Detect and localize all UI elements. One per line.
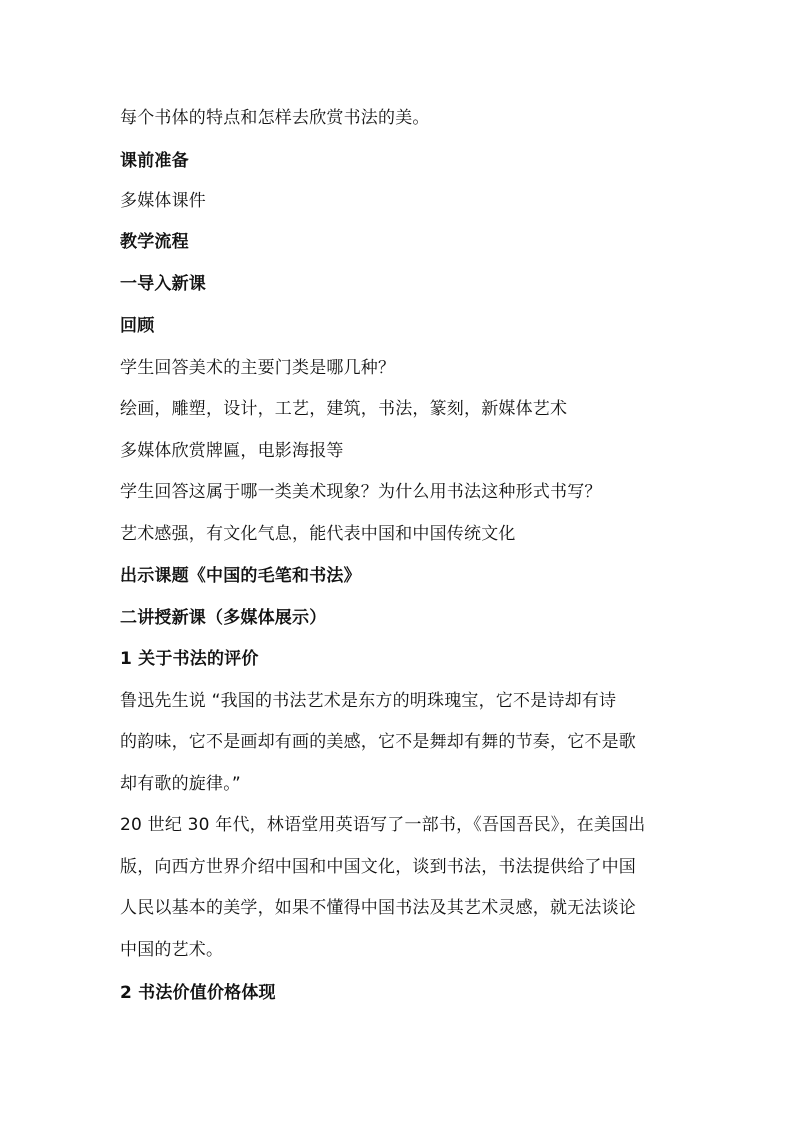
heading-review: 回顾 [120,316,155,336]
heading-section-2: 2 书法价值价格体现 [120,983,276,1003]
paragraph-quote-line-3: 却有歌的旋律。” [120,774,241,794]
paragraph-question-1: 学生回答美术的主要门类是哪几种？ [120,358,396,378]
heading-preparation: 课前准备 [120,151,189,171]
paragraph-history-line-1: 20 世纪 30 年代，林语堂用英语写了一部书，《吾国吾民》，在美国出 [120,815,646,835]
heading-teaching-flow: 教学流程 [120,232,189,252]
heading-introduction: 一导入新课 [120,274,206,294]
heading-topic: 出示课题《中国的毛笔和书法》 [120,566,361,586]
paragraph-quote-line-2: 的韵味，它不是画却有画的美感，它不是舞却有舞的节奏，它不是歌 [120,732,636,752]
paragraph-intro: 每个书体的特点和怎样去欣赏书法的美。 [120,108,430,128]
paragraph-media-1: 多媒体欣赏牌匾，电影海报等 [120,441,344,461]
paragraph-quote-line-1: 鲁迅先生说 “我国的书法艺术是东方的明珠瑰宝，它不是诗却有诗 [120,691,617,711]
paragraph-answer-2: 艺术感强，有文化气息，能代表中国和中国传统文化 [120,524,516,544]
paragraph-history-line-2: 版，向西方世界介绍中国和中国文化，谈到书法，书法提供给了中国 [120,857,636,877]
heading-new-lesson: 二讲授新课（多媒体展示） [120,608,327,628]
heading-section-1: 1 关于书法的评价 [120,649,259,669]
paragraph-history-line-4: 中国的艺术。 [120,940,224,960]
paragraph-history-line-3: 人民以基本的美学，如果不懂得中国书法及其艺术灵感，就无法谈论 [120,898,636,918]
paragraph-answer-1: 绘画，雕塑，设计，工艺，建筑，书法，篆刻，新媒体艺术 [120,399,568,419]
paragraph-question-2: 学生回答这属于哪一类美术现象？为什么用书法这种形式书写？ [120,482,602,502]
paragraph-materials: 多媒体课件 [120,191,206,211]
